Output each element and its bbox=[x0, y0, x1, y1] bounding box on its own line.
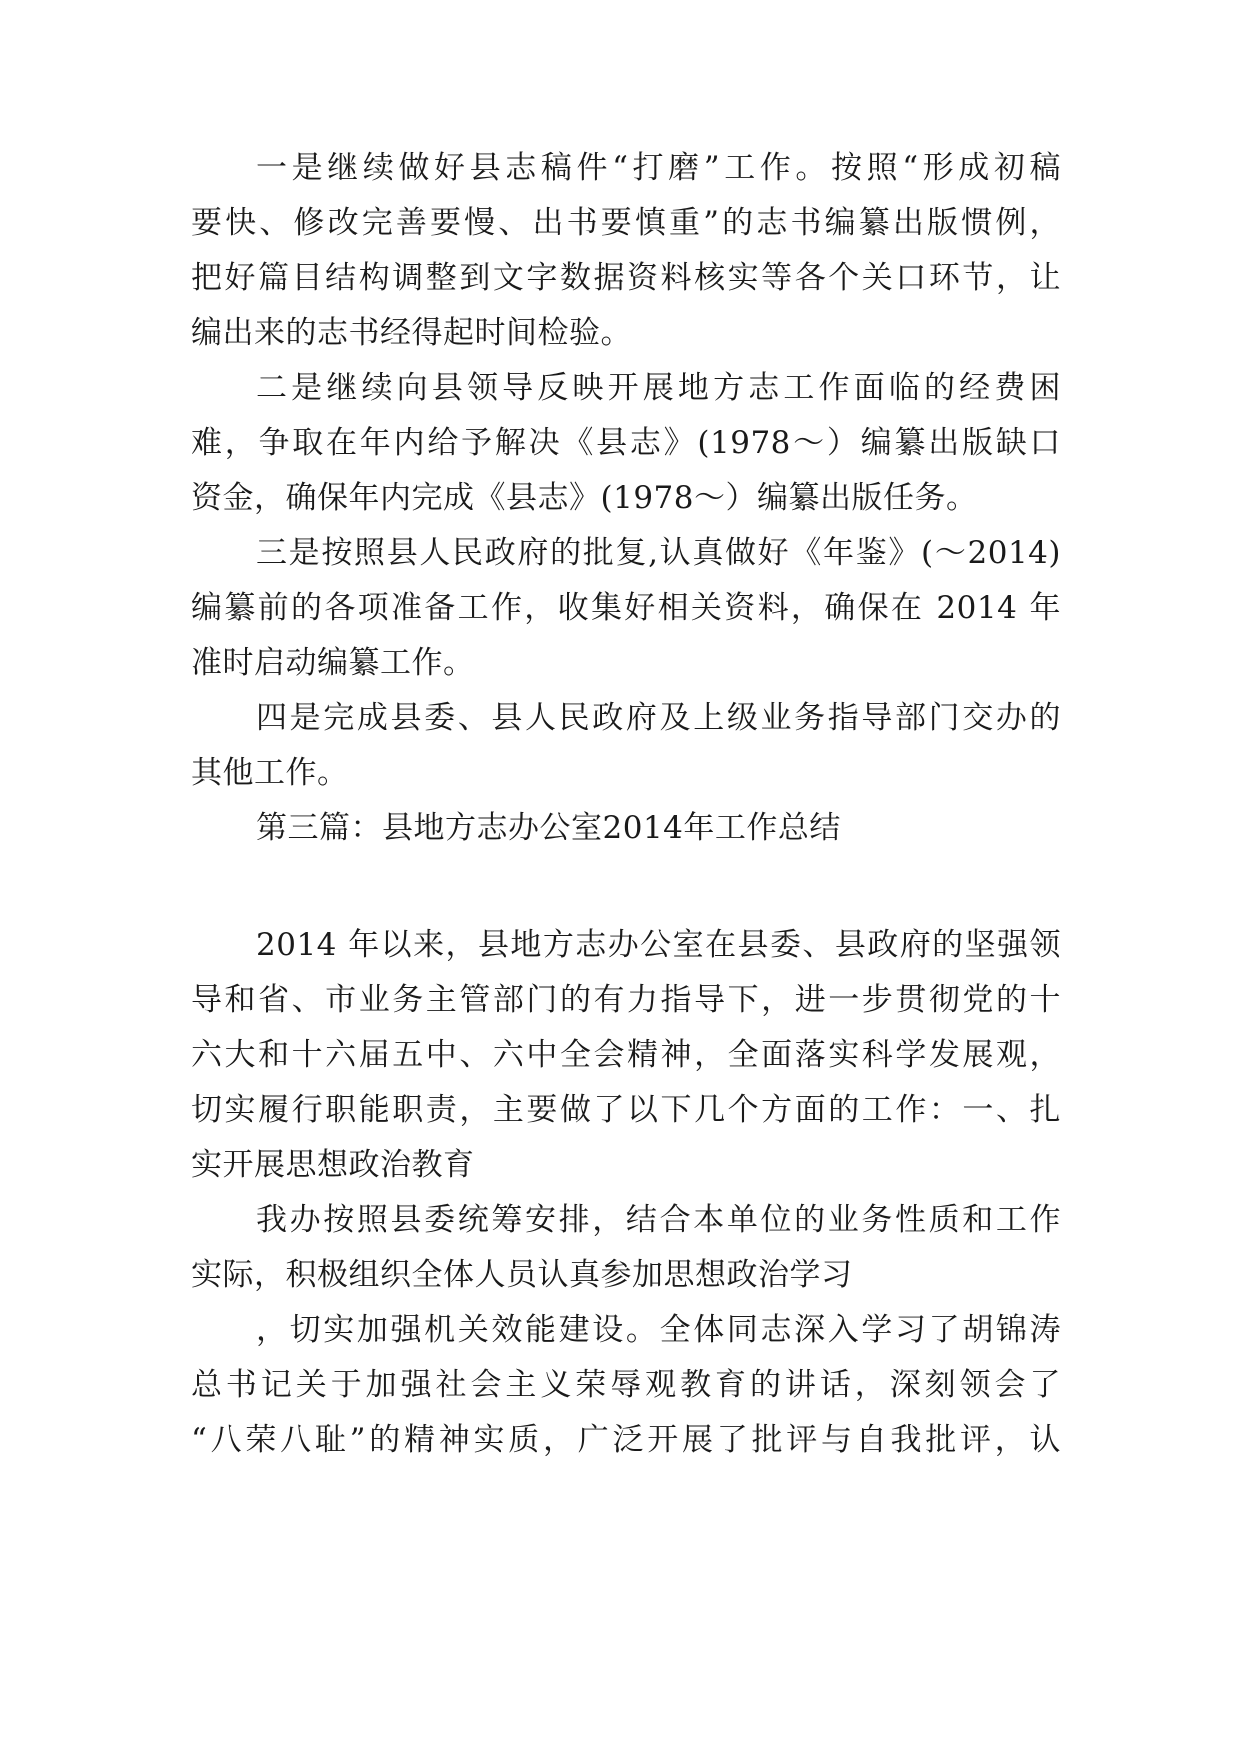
paragraph-line: 编出来的志书经得起时间检验。 bbox=[191, 315, 632, 351]
paragraph-line: 准时启动编纂工作。 bbox=[191, 645, 475, 681]
section-heading: 第三篇：县地方志办公室2014年工作总结 bbox=[256, 810, 841, 846]
paragraph-line: 要快、修改完善要慢、出书要慎重”的志书编纂出版惯例， bbox=[191, 205, 1061, 241]
paragraph-line: 二是继续向县领导反映开展地方志工作面临的经费困 bbox=[256, 370, 1061, 406]
paragraph-line: 三是按照县人民政府的批复,认真做好《年鉴》(～2014) bbox=[256, 535, 1061, 571]
paragraph-line: 资金，确保年内完成《县志》(1978～）编纂出版任务。 bbox=[191, 480, 978, 516]
paragraph-line: 编纂前的各项准备工作，收集好相关资料，确保在 2014 年 bbox=[191, 590, 1061, 626]
paragraph-line: 实开展思想政治教育 bbox=[191, 1147, 475, 1183]
paragraph-line: 四是完成县委、县人民政府及上级业务指导部门交办的 bbox=[256, 700, 1061, 736]
paragraph-line: 其他工作。 bbox=[191, 755, 349, 791]
paragraph-line: 总书记关于加强社会主义荣辱观教育的讲话，深刻领会了 bbox=[191, 1367, 1061, 1403]
paragraph-line: 2014 年以来，县地方志办公室在县委、县政府的坚强领 bbox=[256, 927, 1061, 963]
paragraph-line: 切实履行职能职责，主要做了以下几个方面的工作：一、扎 bbox=[191, 1092, 1061, 1128]
paragraph-line: 把好篇目结构调整到文字数据资料核实等各个关口环节，让 bbox=[191, 260, 1061, 296]
paragraph-line: ，切实加强机关效能建设。全体同志深入学习了胡锦涛 bbox=[256, 1312, 1061, 1348]
paragraph-line: 一是继续做好县志稿件“打磨”工作。按照“形成初稿 bbox=[256, 150, 1061, 186]
paragraph-line: 难，争取在年内给予解决《县志》(1978～）编纂出版缺口 bbox=[191, 425, 1061, 461]
paragraph-line: 导和省、市业务主管部门的有力指导下，进一步贯彻党的十 bbox=[191, 982, 1061, 1018]
paragraph-line: 六大和十六届五中、六中全会精神，全面落实科学发展观， bbox=[191, 1037, 1061, 1073]
paragraph-line: 我办按照县委统筹安排，结合本单位的业务性质和工作 bbox=[256, 1202, 1061, 1238]
paragraph-line: “八荣八耻”的精神实质，广泛开展了批评与自我批评，认 bbox=[191, 1422, 1061, 1458]
paragraph-line: 实际，积极组织全体人员认真参加思想政治学习 bbox=[191, 1257, 853, 1293]
